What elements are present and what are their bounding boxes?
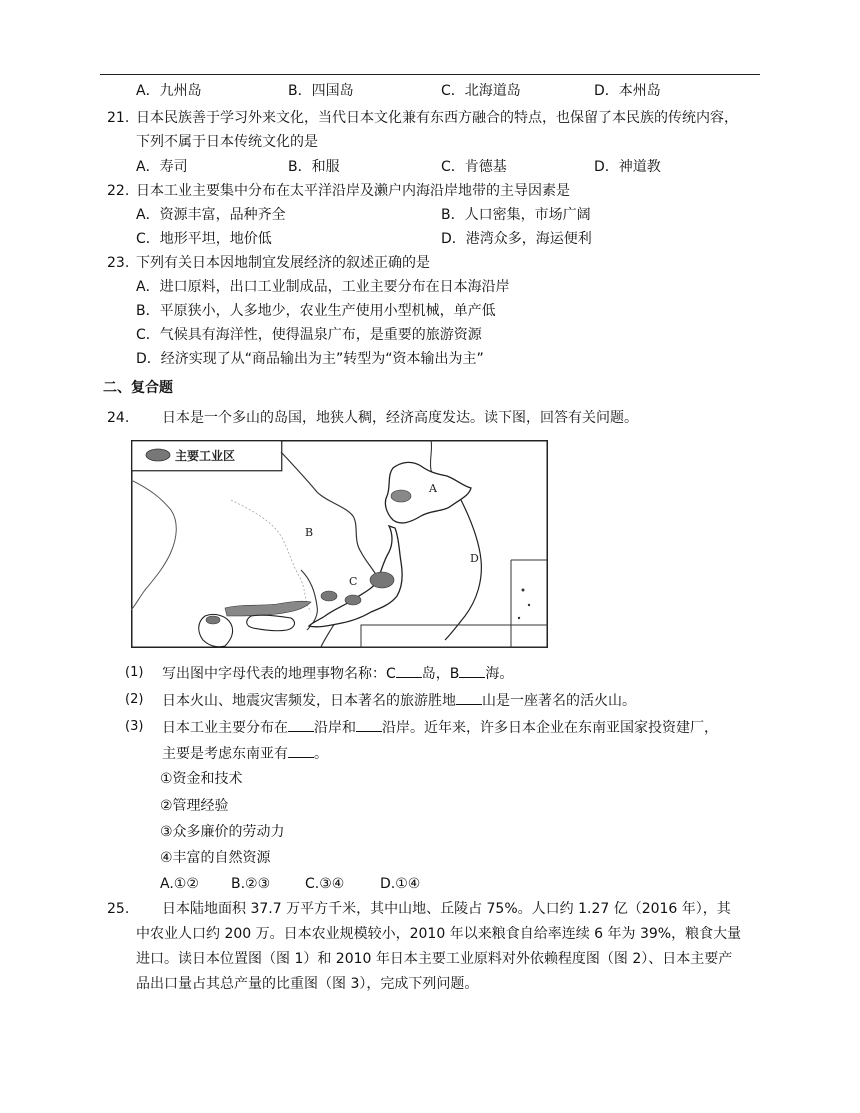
q25-line2: 中农业人口约 200 万。日本农业规模较小，2010 年以来粮食自给率连续 6 年为 39%，粮食大量 (136, 926, 742, 942)
q24-sub2 (162, 690, 636, 711)
answer-blank[interactable] (356, 717, 382, 732)
map-label-d: D (470, 552, 479, 565)
q24-choice-1: ①资金和技术 (160, 771, 243, 787)
q24-sub1-number: (1) (125, 665, 144, 680)
q21-option-a: A．寿司 (136, 159, 188, 175)
q24-answer-d: D.①④ (380, 876, 421, 892)
q24-sub3-line2 (162, 743, 328, 764)
answer-blank[interactable] (288, 717, 314, 732)
q23-option-b: B．平原狭小，人多地少，农业生产使用小型机械，单产低 (136, 303, 496, 319)
q25-line1: 日本陆地面积 37.7 万平方千米，其中山地、丘陵占 75%。人口约 1.27 亿（2016 年），其 (162, 901, 731, 917)
q24-sub1-text1: 写出图中字母代表的地理事物名称：C (162, 666, 396, 682)
q23-option-c: C．气候具有海洋性，使得温泉广布，是重要的旅游资源 (136, 327, 482, 343)
q20-option-b: B．四国岛 (288, 83, 354, 99)
header-rule (100, 74, 760, 75)
q24-sub3-text3: 沿岸。近年来，许多日本企业在东南亚国家投资建厂， (382, 720, 718, 736)
q21-stem-line2: 下列不属于日本传统文化的是 (136, 134, 318, 150)
q24-answer-a: A.①② (160, 876, 199, 892)
q24-sub1-text2: 岛，B (421, 666, 460, 682)
answer-blank[interactable] (459, 663, 485, 678)
section-heading: 二、复合题 (103, 380, 173, 396)
answer-blank[interactable] (396, 663, 422, 678)
q24-sub2-text2: 山是一座著名的活火山。 (482, 693, 636, 709)
map-legend (132, 441, 282, 471)
q24-sub3-text4: 主要是考虑东南亚有 (162, 746, 288, 762)
q25-line3: 进口。读日本位置图（图 1）和 2010 年日本主要工业原料对外依赖程度图（图 2）、日本主要产 (136, 951, 733, 967)
q23-option-a: A．进口原料，出口工业制成品，工业主要分布在日本海沿岸 (136, 279, 510, 295)
q21-stem-line1: 日本民族善于学习外来文化，当代日本文化兼有东西方融合的特点，也保留了本民族的传统内容， (136, 110, 738, 126)
q24-sub1-text3: 海。 (485, 666, 514, 682)
q24-sub1 (162, 663, 513, 684)
q22-option-d: D．港湾众多，海运便利 (441, 231, 592, 247)
q24-choice-2: ②管理经验 (160, 798, 229, 814)
q22-option-b: B．人口密集，市场广阔 (441, 207, 591, 223)
q21-option-d: D．神道教 (594, 159, 661, 175)
q22-stem: 日本工业主要集中分布在太平洋沿岸及濑户内海沿岸地带的主导因素是 (136, 183, 570, 199)
q24-answer-b: B.②③ (231, 876, 271, 892)
q20-option-c: C．北海道岛 (441, 83, 521, 99)
legend-swatch (146, 449, 170, 461)
q25-number: 25. (107, 901, 130, 917)
q21-option-c: C．肯德基 (441, 159, 507, 175)
q25-line4: 品出口量占其总产量的比重图（图 3），完成下列问题。 (136, 976, 479, 992)
q22-option-a: A．资源丰富，品种齐全 (136, 207, 286, 223)
q22-option-c: C．地形平坦，地价低 (136, 231, 272, 247)
q23-stem: 下列有关日本因地制宜发展经济的叙述正确的是 (136, 255, 430, 271)
q24-sub3-text2: 沿岸和 (314, 720, 356, 736)
q23-number: 23. (107, 255, 130, 271)
q20-option-d: D．本州岛 (594, 83, 661, 99)
q24-choice-4: ④丰富的自然资源 (160, 850, 271, 866)
q24-sub3-text5: 。 (314, 746, 328, 762)
q24-sub2-text1: 日本火山、地震灾害频发，日本著名的旅游胜地 (162, 693, 456, 709)
q21-number: 21. (107, 110, 130, 126)
legend-label: 主要工业区 (175, 449, 236, 463)
q24-choice-3: ③众多廉价的劳动力 (160, 824, 285, 840)
map-label-a: A (429, 482, 437, 495)
q24-answer-c: C.③④ (305, 876, 345, 892)
q22-number: 22. (107, 183, 130, 199)
answer-blank[interactable] (456, 690, 482, 705)
q21-option-b: B．和服 (288, 159, 340, 175)
q24-sub2-number: (2) (125, 692, 144, 707)
map-label-b: B (305, 526, 314, 539)
map-label-c: C (349, 575, 358, 588)
q24-number: 24. (107, 410, 130, 426)
q23-option-d: D．经济实现了从“商品输出为主”转型为“资本输出为主” (136, 351, 484, 367)
q24-intro: 日本是一个多山的岛国，地狭人稠，经济高度发达。读下图，回答有关问题。 (162, 410, 638, 426)
q24-sub3-text1: 日本工业主要分布在 (162, 720, 288, 736)
japan-industrial-map (131, 440, 548, 648)
answer-blank[interactable] (288, 743, 314, 758)
q20-option-a: A．九州岛 (136, 83, 202, 99)
q24-sub3-number: (3) (125, 719, 144, 734)
q24-sub3-line1 (162, 717, 718, 738)
